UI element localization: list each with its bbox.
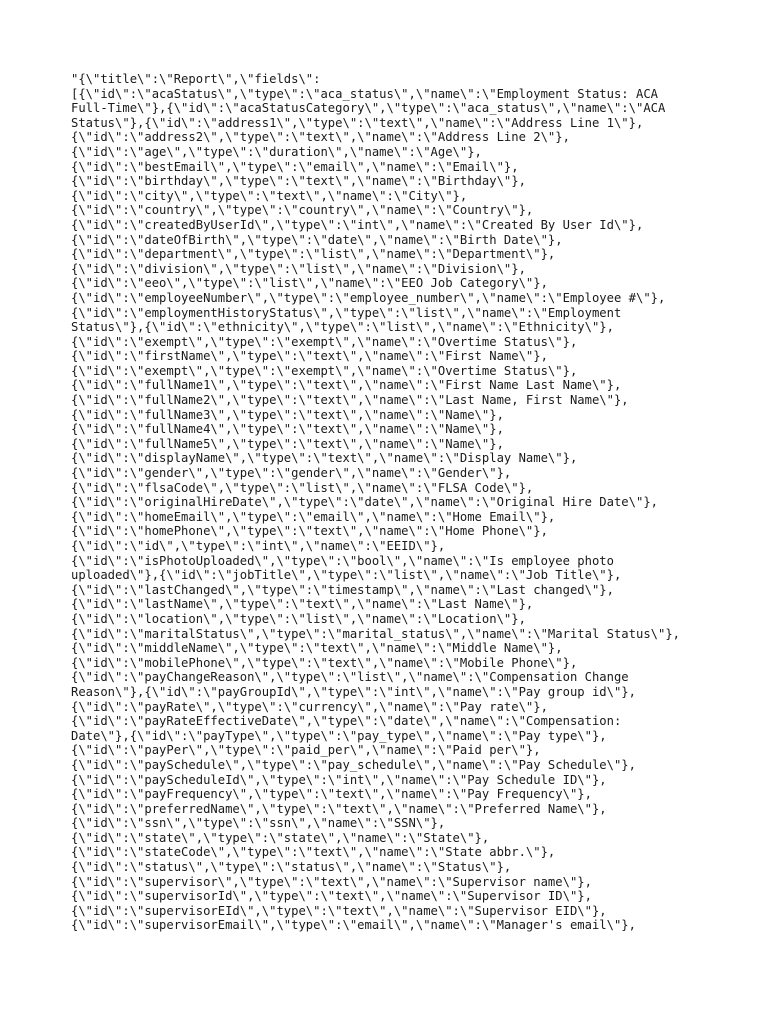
text-line: {\"id\":\"createdByUserId\",\"type\":\"int\",\"name\":\"Created By User Id\"}, — [71, 217, 644, 232]
text-line: {\"id\":\"supervisorEId\",\"type\":\"text\",\"name\":\"Supervisor EID\"}, — [71, 903, 607, 918]
text-line: {\"id\":\"country\",\"type\":\"country\",\"name\":\"Country\"}, — [71, 203, 534, 218]
text-line: {\"id\":\"address2\",\"type\":\"text\",\"name\":\"Address Line 2\"}, — [71, 130, 570, 145]
text-line: {\"id\":\"eeo\",\"type\":\"list\",\"name\":\"EEO Job Category\"}, — [71, 276, 548, 291]
text-line: {\"id\":\"preferredName\",\"type\":\"text\",\"name\":\"Preferred Name\"}, — [71, 801, 607, 816]
text-line: {\"id\":\"maritalStatus\",\"type\":\"marital_status\",\"name\":\"Marital Status\"}, — [71, 626, 681, 641]
text-line: {\"id\":\"lastName\",\"type\":\"text\",\"name\":\"Last Name\"}, — [71, 597, 534, 612]
text-line: uploaded\"},{\"id\":\"jobTitle\",\"type\":\"list\",\"name\":\"Job Title\"}, — [71, 568, 622, 583]
text-line: {\"id\":\"employmentHistoryStatus\",\"type\":\"list\",\"name\":\"Employment — [71, 305, 622, 320]
text-line: {\"id\":\"lastChanged\",\"type\":\"timestamp\",\"name\":\"Last changed\"}, — [71, 582, 614, 597]
text-line: {\"id\":\"division\",\"type\":\"list\",\"name\":\"Division\"}, — [71, 261, 526, 276]
text-line: Date\"},{\"id\":\"payType\",\"type\":\"pay_type\",\"name\":\"Pay type\"}, — [71, 728, 607, 743]
text-line: {\"id\":\"status\",\"type\":\"status\",\"name\":\"Status\"}, — [71, 860, 512, 875]
text-line: {\"id\":\"exempt\",\"type\":\"exempt\",\"name\":\"Overtime Status\"}, — [71, 334, 578, 349]
text-line: Full-Time\"},{\"id\":\"acaStatusCategory\",\"type\":\"aca_status\",\"name\":\"ACA — [71, 101, 666, 116]
text-line: {\"id\":\"originalHireDate\",\"type\":\"date\",\"name\":\"Original Hire Date\"}, — [71, 495, 658, 510]
text-line: {\"id\":\"flsaCode\",\"type\":\"list\",\"name\":\"FLSA Code\"}, — [71, 480, 534, 495]
text-line: {\"id\":\"employeeNumber\",\"type\":\"employee_number\",\"name\":\"Employee #\"}, — [71, 290, 666, 305]
text-line: {\"id\":\"fullName5\",\"type\":\"text\",\"name\":\"Name\"}, — [71, 436, 504, 451]
text-line: {\"id\":\"firstName\",\"type\":\"text\",\"name\":\"First Name\"}, — [71, 349, 548, 364]
text-line: "{\"title\":\"Report\",\"fields\": — [71, 72, 321, 86]
text-line: {\"id\":\"supervisorEmail\",\"type\":\"email\",\"name\":\"Manager's email\"}, — [71, 918, 636, 933]
text-line: {\"id\":\"bestEmail\",\"type\":\"email\",\"name\":\"Email\"}, — [71, 159, 519, 174]
text-line: {\"id\":\"homePhone\",\"type\":\"text\",\"name\":\"Home Phone\"}, — [71, 524, 548, 539]
text-line: {\"id\":\"gender\",\"type\":\"gender\",\"name\":\"Gender\"}, — [71, 466, 512, 481]
text-line: {\"id\":\"birthday\",\"type\":\"text\",\"name\":\"Birthday\"}, — [71, 174, 526, 189]
text-line: {\"id\":\"id\",\"type\":\"int\",\"name\":\"EEID\"}, — [71, 539, 446, 553]
text-line: {\"id\":\"fullName1\",\"type\":\"text\",\"name\":\"First Name Last Name\"}, — [71, 378, 622, 393]
text-line: {\"id\":\"homeEmail\",\"type\":\"email\",\"name\":\"Home Email\"}, — [71, 509, 556, 524]
text-line: {\"id\":\"payScheduleId\",\"type\":\"int\",\"name\":\"Pay Schedule ID\"}, — [71, 772, 607, 787]
json-text-block — [71, 72, 711, 933]
text-line: {\"id\":\"isPhotoUploaded\",\"type\":\"bool\",\"name\":\"Is employee photo — [71, 553, 614, 568]
text-line: {\"id\":\"city\",\"type\":\"text\",\"name\":\"City\"}, — [71, 188, 468, 203]
text-line: {\"id\":\"exempt\",\"type\":\"exempt\",\"name\":\"Overtime Status\"}, — [71, 363, 578, 378]
text-line: {\"id\":\"department\",\"type\":\"list\",\"name\":\"Department\"}, — [71, 247, 556, 262]
text-line: {\"id\":\"payPer\",\"type\":\"paid_per\",\"name\":\"Paid per\"}, — [71, 743, 541, 758]
text-line: {\"id\":\"payFrequency\",\"type\":\"text\",\"name\":\"Pay Frequency\"}, — [71, 787, 592, 802]
text-line: {\"id\":\"location\",\"type\":\"list\",\"name\":\"Location\"}, — [71, 611, 526, 626]
text-line: {\"id\":\"paySchedule\",\"type\":\"pay_schedule\",\"name\":\"Pay Schedule\"}, — [71, 757, 636, 772]
text-line: {\"id\":\"fullName2\",\"type\":\"text\",\"name\":\"Last Name, First Name\"}, — [71, 393, 629, 408]
text-line: {\"id\":\"middleName\",\"type\":\"text\",\"name\":\"Middle Name\"}, — [71, 641, 563, 656]
text-line: {\"id\":\"fullName4\",\"type\":\"text\",\"name\":\"Name\"}, — [71, 422, 504, 437]
text-line: {\"id\":\"age\",\"type\":\"duration\",\"name\":\"Age\"}, — [71, 144, 482, 159]
text-line: {\"id\":\"state\",\"type\":\"state\",\"name\":\"State\"}, — [71, 830, 490, 845]
text-line: {\"id\":\"payRate\",\"type\":\"currency\",\"name\":\"Pay rate\"}, — [71, 699, 548, 714]
text-line: {\"id\":\"payChangeReason\",\"type\":\"list\",\"name\":\"Compensation Change — [71, 670, 629, 685]
text-line: Status\"},{\"id\":\"ethnicity\",\"type\":\"list\",\"name\":\"Ethnicity\"}, — [71, 320, 614, 335]
text-line: [{\"id\":\"acaStatus\",\"type\":\"aca_status\",\"name\":\"Employment Status: ACA — [71, 86, 658, 101]
text-line: {\"id\":\"ssn\",\"type\":\"ssn\",\"name\":\"SSN\"}, — [71, 816, 446, 831]
text-line: {\"id\":\"stateCode\",\"type\":\"text\",\"name\":\"State abbr.\"}, — [71, 845, 556, 860]
text-line: {\"id\":\"supervisorId\",\"type\":\"text\",\"name\":\"Supervisor ID\"}, — [71, 889, 592, 904]
text-line: Reason\"},{\"id\":\"payGroupId\",\"type\":\"int\",\"name\":\"Pay group id\"}, — [71, 684, 636, 699]
text-line: {\"id\":\"displayName\",\"type\":\"text\",\"name\":\"Display Name\"}, — [71, 451, 578, 466]
text-line: {\"id\":\"mobilePhone\",\"type\":\"text\",\"name\":\"Mobile Phone\"}, — [71, 655, 578, 670]
text-line: {\"id\":\"dateOfBirth\",\"type\":\"date\",\"name\":\"Birth Date\"}, — [71, 232, 563, 247]
text-line: {\"id\":\"supervisor\",\"type\":\"text\",\"name\":\"Supervisor name\"}, — [71, 874, 592, 889]
text-line: Status\"},{\"id\":\"address1\",\"type\":\"text\",\"name\":\"Address Line 1\"}, — [71, 115, 644, 130]
text-line: {\"id\":\"payRateEffectiveDate\",\"type\":\"date\",\"name\":\"Compensation: — [71, 714, 622, 729]
text-line: {\"id\":\"fullName3\",\"type\":\"text\",\"name\":\"Name\"}, — [71, 407, 504, 422]
